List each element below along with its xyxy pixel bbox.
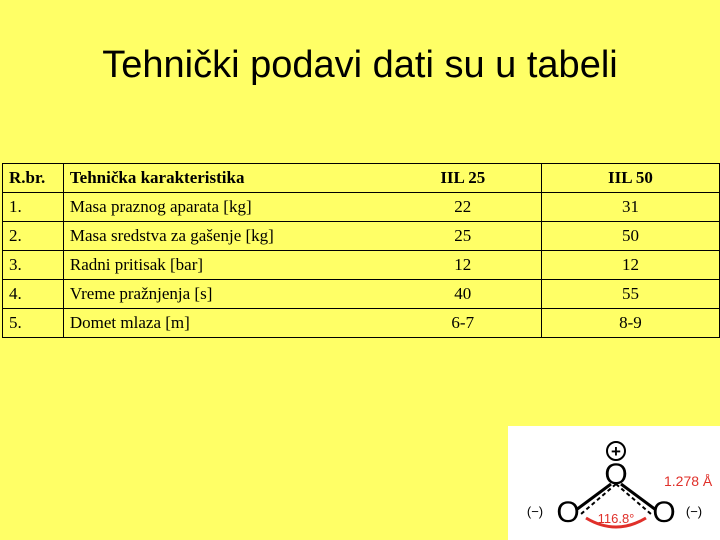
table-header-row (3, 164, 720, 193)
table-row (3, 309, 720, 338)
header-iil50: IIL 50 (541, 164, 719, 193)
header-characteristic: Tehnička karakteristika (63, 164, 384, 193)
cell-iil50: 50 (541, 222, 719, 251)
table-row (3, 251, 720, 280)
cell-rbr: 1. (3, 193, 64, 222)
ozone-structure-svg (508, 426, 720, 540)
cell-iil50: 8-9 (541, 309, 719, 338)
positive-charge-symbol: + (611, 442, 621, 461)
cell-characteristic: Masa praznog aparata [kg] (63, 193, 384, 222)
cell-iil25: 12 (385, 251, 542, 280)
table-row (3, 193, 720, 222)
table-row (3, 280, 720, 309)
left-negative-charge: (−) (526, 504, 544, 519)
header-iil25: IIL 25 (385, 164, 542, 193)
cell-iil50: 31 (541, 193, 719, 222)
table-row (3, 222, 720, 251)
cell-characteristic: Masa sredstva za gašenje [kg] (63, 222, 384, 251)
cell-rbr: 4. (3, 280, 64, 309)
specifications-table (2, 163, 720, 338)
ozone-molecule-diagram (508, 426, 720, 540)
cell-characteristic: Vreme pražnjenja [s] (63, 280, 384, 309)
cell-rbr: 2. (3, 222, 64, 251)
cell-iil25: 25 (385, 222, 542, 251)
bond-length-label: 1.278 Å (664, 473, 713, 489)
cell-characteristic: Radni pritisak [bar] (63, 251, 384, 280)
center-oxygen-atom: O (604, 458, 628, 491)
cell-iil25: 40 (385, 280, 542, 309)
left-oxygen-atom: O (556, 496, 580, 529)
cell-iil50: 12 (541, 251, 719, 280)
cell-iil25: 22 (385, 193, 542, 222)
cell-iil50: 55 (541, 280, 719, 309)
right-oxygen-atom: O (652, 496, 676, 529)
cell-rbr: 5. (3, 309, 64, 338)
bond-angle-label: 116.8° (597, 511, 635, 526)
slide-title: Tehnički podavi dati su u tabeli (102, 44, 618, 86)
cell-characteristic: Domet mlaza [m] (63, 309, 384, 338)
header-rbr: R.br. (3, 164, 64, 193)
cell-rbr: 3. (3, 251, 64, 280)
cell-iil25: 6-7 (385, 309, 542, 338)
right-negative-charge: (−) (685, 504, 703, 519)
